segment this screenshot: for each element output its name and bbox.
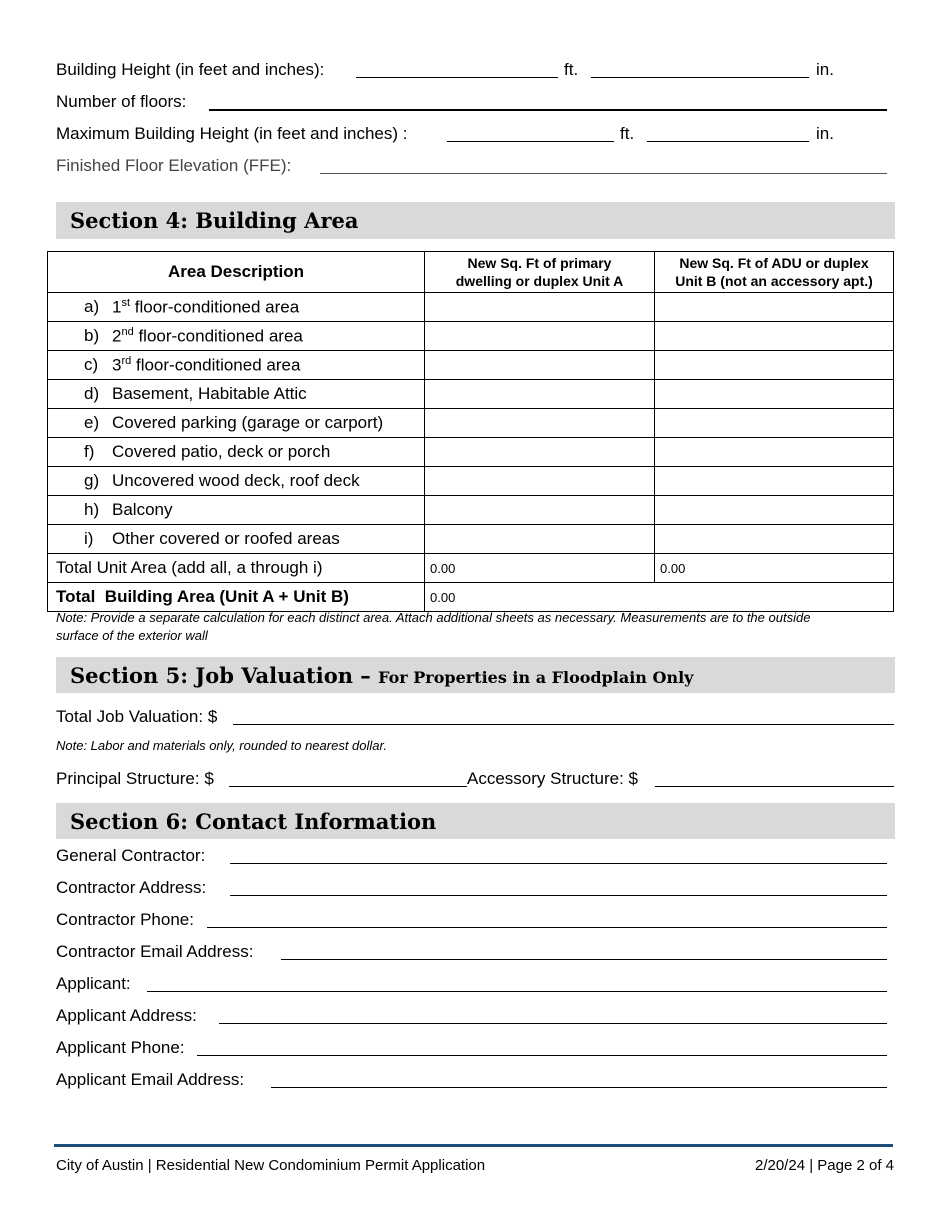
unit-a-input[interactable] [425, 293, 655, 322]
total-unit-row [48, 554, 894, 583]
area-item-label: a) 1st floor-conditioned area [48, 293, 425, 322]
table-row [48, 409, 894, 438]
section5-note: Note: Labor and materials only, rounded to nearest dollar. [56, 738, 387, 753]
table-row [48, 467, 894, 496]
table-row [48, 438, 894, 467]
total-unit-a-value: 0.00 [425, 554, 655, 583]
table-row [48, 322, 894, 351]
unit-a-input[interactable] [425, 351, 655, 380]
general-contractor-label: General Contractor: [56, 846, 206, 865]
unit-a-input[interactable] [425, 438, 655, 467]
applicant-phone-label: Applicant Phone: [56, 1038, 185, 1057]
in-unit: in. [816, 124, 834, 143]
unit-a-input[interactable] [425, 409, 655, 438]
contractor-email-field[interactable] [281, 959, 887, 960]
total-building-label: Total Building Area (Unit A + Unit B) [48, 583, 425, 612]
applicant-field[interactable] [147, 991, 887, 992]
table-row [48, 351, 894, 380]
general-contractor-field[interactable] [230, 863, 887, 864]
section6-title: Section 6: Contact Information [70, 809, 437, 834]
unit-a-input[interactable] [425, 467, 655, 496]
total-building-value: 0.00 [425, 583, 894, 612]
max-height-label: Maximum Building Height (in feet and inches) : [56, 124, 408, 143]
applicant-address-label: Applicant Address: [56, 1006, 197, 1025]
max-height-ft-field[interactable] [447, 141, 614, 142]
unit-a-input[interactable] [425, 496, 655, 525]
unit-a-input[interactable] [425, 380, 655, 409]
section4-note: Note: Provide a separate calculation for each distinct area. Attach additional sheets as necessary. Measurements are to the outside surface of the exterior wall [56, 610, 811, 643]
accessory-structure-label: Accessory Structure: $ [467, 769, 639, 788]
area-item-label: c) 3rd floor-conditioned area [48, 351, 425, 380]
ft-unit: ft. [564, 60, 579, 79]
area-item-label: d) Basement, Habitable Attic [48, 380, 425, 409]
total-unit-b-value: 0.00 [655, 554, 894, 583]
table-row [48, 293, 894, 322]
section6-header [56, 803, 895, 839]
ffe-field[interactable] [320, 173, 887, 174]
ft-unit: ft. [620, 124, 635, 143]
area-description-header: Area Description [48, 252, 425, 293]
contractor-phone-field[interactable] [207, 927, 887, 928]
unit-b-header: New Sq. Ft of ADU or duplex Unit B (not an accessory apt.) [655, 252, 894, 293]
principal-structure-label: Principal Structure: $ [56, 769, 214, 788]
unit-a-header: New Sq. Ft of primary dwelling or duplex Unit A [425, 252, 655, 293]
unit-b-input[interactable] [655, 380, 894, 409]
footer-page-info: 2/20/24 | Page 2 of 4 [754, 1157, 894, 1174]
table-header-row [48, 252, 894, 293]
unit-b-input[interactable] [655, 496, 894, 525]
total-unit-label: Total Unit Area (add all, a through i) [48, 554, 425, 583]
unit-b-input[interactable] [655, 351, 894, 380]
applicant-email-label: Applicant Email Address: [56, 1070, 245, 1089]
area-item-label: b) 2nd floor-conditioned area [48, 322, 425, 351]
area-item-label: e) Covered parking (garage or carport) [48, 409, 425, 438]
area-item-label: f) Covered patio, deck or porch [48, 438, 425, 467]
contractor-address-field[interactable] [230, 895, 887, 896]
applicant-phone-field[interactable] [197, 1055, 887, 1056]
total-job-valuation-label: Total Job Valuation: $ [56, 707, 218, 726]
unit-a-input[interactable] [425, 322, 655, 351]
building-height-ft-field[interactable] [356, 77, 558, 78]
contractor-email-label: Contractor Email Address: [56, 942, 254, 961]
building-area-table [47, 251, 894, 612]
contractor-address-label: Contractor Address: [56, 878, 207, 897]
principal-structure-field[interactable] [229, 786, 467, 787]
unit-b-input[interactable] [655, 525, 894, 554]
area-item-label: i) Other covered or roofed areas [48, 525, 425, 554]
footer-title: City of Austin | Residential New Condominium Permit Application [56, 1157, 486, 1174]
applicant-email-field[interactable] [271, 1087, 887, 1088]
contractor-phone-label: Contractor Phone: [56, 910, 194, 929]
unit-a-input[interactable] [425, 525, 655, 554]
area-item-label: g) Uncovered wood deck, roof deck [48, 467, 425, 496]
total-building-row [48, 583, 894, 612]
section4-title: Section 4: Building Area [70, 208, 359, 233]
table-row [48, 380, 894, 409]
floors-field[interactable] [209, 109, 887, 111]
building-height-label: Building Height (in feet and inches): [56, 60, 325, 79]
unit-b-input[interactable] [655, 293, 894, 322]
unit-b-input[interactable] [655, 409, 894, 438]
applicant-address-field[interactable] [219, 1023, 887, 1024]
in-unit: in. [816, 60, 834, 79]
section5-title: Section 5: Job Valuation – For Properties in a Floodplain Only [70, 663, 694, 688]
table-row [48, 525, 894, 554]
section4-header [56, 202, 895, 239]
section5-header [56, 657, 895, 693]
unit-b-input[interactable] [655, 438, 894, 467]
max-height-in-field[interactable] [647, 141, 809, 142]
table-row [48, 496, 894, 525]
total-job-valuation-field[interactable] [233, 724, 894, 725]
building-height-in-field[interactable] [591, 77, 809, 78]
area-item-label: h) Balcony [48, 496, 425, 525]
footer-divider [54, 1144, 893, 1147]
accessory-structure-field[interactable] [655, 786, 894, 787]
unit-b-input[interactable] [655, 322, 894, 351]
ffe-label: Finished Floor Elevation (FFE): [56, 156, 292, 175]
unit-b-input[interactable] [655, 467, 894, 496]
applicant-label: Applicant: [56, 974, 131, 993]
floors-label: Number of floors: [56, 92, 187, 111]
